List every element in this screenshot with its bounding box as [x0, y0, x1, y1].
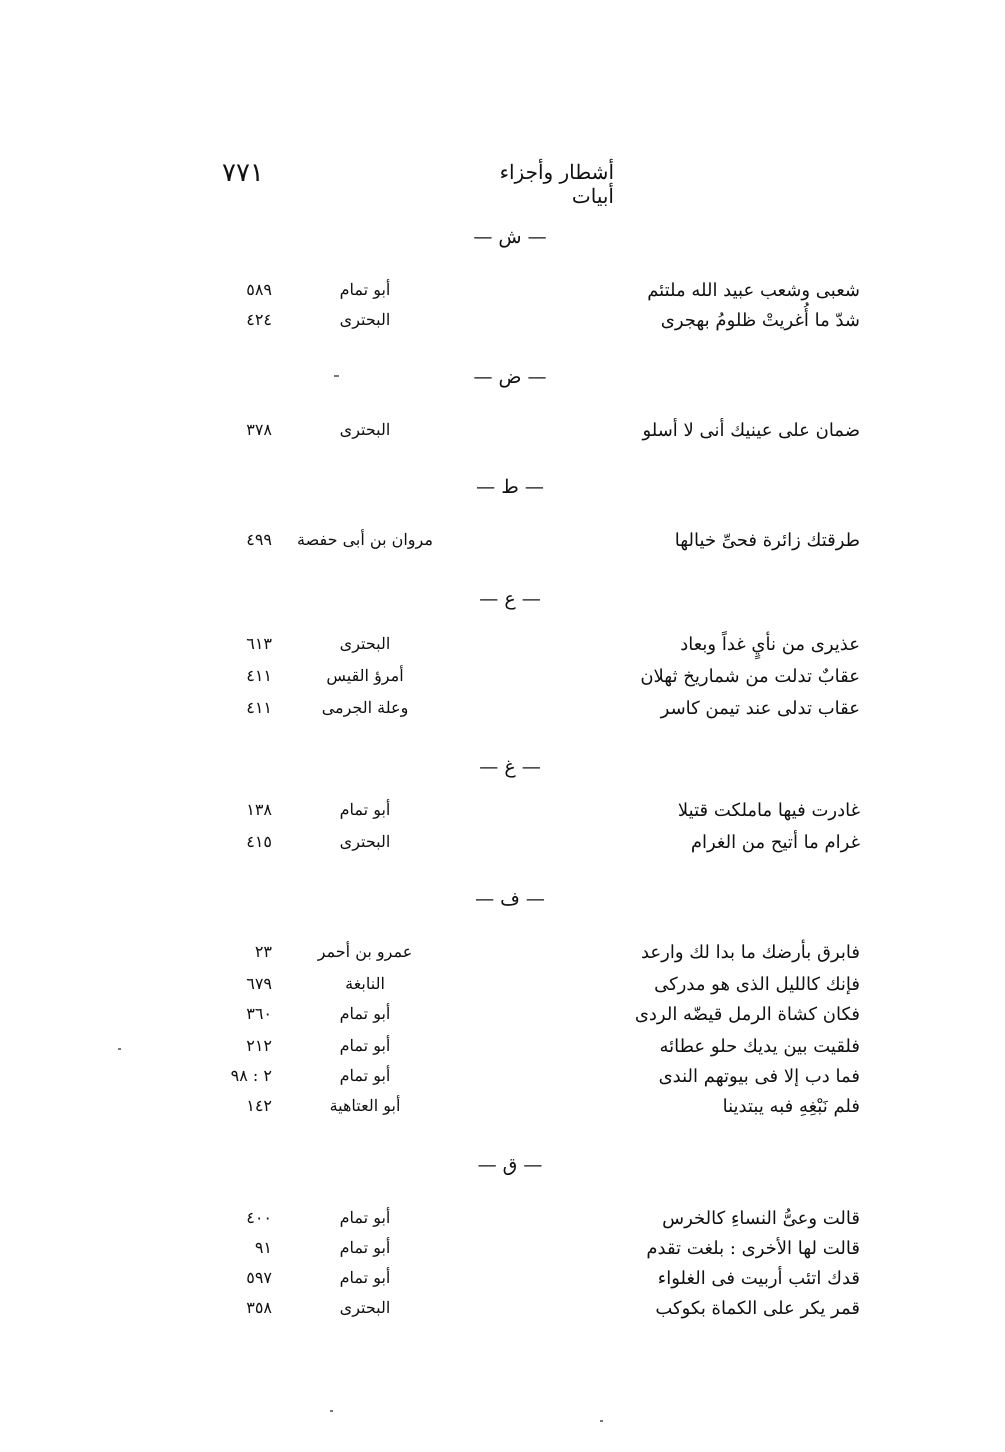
verse-entry [200, 942, 860, 970]
section-heading-dad: — ض — [473, 366, 547, 388]
verse-entry [200, 420, 860, 448]
page-reference: ٣٥٨ [246, 1298, 272, 1317]
poet-name: أبو تمام [339, 1066, 391, 1085]
scan-speck [334, 375, 339, 377]
verse-entry [200, 1268, 860, 1296]
verse-entry [200, 1036, 860, 1064]
verse-fragment: فابرق بأرضك ما بدا لك وارعد [640, 942, 860, 963]
poet-name: أبو تمام [339, 1036, 391, 1055]
running-title: أشطار وأجزاء أبيات [499, 160, 614, 208]
section-letter: ض [498, 366, 522, 388]
verse-fragment: عقابٌ تدلت من شماريخ ثهلان [640, 666, 860, 687]
poet-name: أبو تمام [339, 1238, 391, 1257]
page-reference: ٤٢٤ [246, 310, 272, 329]
section-heading-faa: — ف — [475, 888, 545, 910]
verse-fragment: شعبى وشعب عبيد الله ملتئم [647, 280, 860, 301]
scan-speck [600, 1420, 603, 1422]
page-reference: ٣٧٨ [246, 420, 272, 439]
verse-fragment: قمر يكر على الكماة بكوكب [655, 1298, 860, 1319]
page-reference: ١٣٨ [246, 800, 272, 819]
section-heading-taa: — ط — [476, 476, 544, 498]
page-reference: ٦١٣ [246, 634, 272, 653]
poet-name: البحترى [339, 634, 391, 653]
poet-name: أبو تمام [339, 800, 391, 819]
verse-entry [200, 1004, 860, 1032]
poet-name: أمرؤ القيس [326, 666, 404, 685]
section-heading-ain: — ع — [479, 588, 541, 610]
poet-name: النابغة [345, 974, 385, 993]
section-letter: ش [498, 226, 522, 248]
verse-entry [200, 698, 860, 726]
poet-name: مروان بن أبى حفصة [297, 530, 433, 549]
verse-fragment: فلم نَبْغِهِ فبه يبتدينا [722, 1096, 860, 1117]
poet-name: أبو العتاهية [329, 1096, 401, 1115]
scan-speck [118, 1048, 121, 1050]
section-letter: ع [504, 588, 516, 610]
verse-fragment: قالت لها الأخرى : بلغت تقدم [646, 1238, 860, 1259]
verse-entry [200, 974, 860, 1002]
poet-name: أبو تمام [339, 280, 391, 299]
poet-name: البحترى [339, 420, 391, 439]
page-reference: ٤١١ [246, 698, 272, 717]
verse-fragment: غرام ما أتيح من الغرام [690, 832, 860, 853]
page-reference: ٥٨٩ [246, 280, 272, 299]
verse-fragment: قدك اتئب أربيت فى الغلواء [657, 1268, 860, 1289]
verse-fragment: عقاب تدلى عند تيمن كاسر [660, 698, 860, 719]
section-letter: غ [504, 756, 516, 778]
poet-name: أبو تمام [339, 1004, 391, 1023]
verse-fragment: طرقتك زائرة فحىِّ خيالها [674, 530, 860, 551]
poet-name: البحترى [339, 832, 391, 851]
verse-fragment: قالت وعىُّ النساءِ كالخرس [662, 1208, 860, 1229]
verse-entry [200, 280, 860, 308]
verse-fragment: فإنك كالليل الذى هو مدركى [654, 974, 860, 995]
verse-entry [200, 1238, 860, 1266]
page-reference: ٢ : ٩٨ [230, 1066, 272, 1085]
verse-fragment: عذيرى من نأيٍ غداً وبعاد [680, 634, 860, 655]
verse-fragment: ضمان على عينيك أنى لا أسلو [642, 420, 860, 441]
page-reference: ٦٧٩ [246, 974, 272, 993]
poet-name: البحترى [339, 1298, 391, 1317]
page-reference: ٤١٥ [246, 832, 272, 851]
verse-entry [200, 1066, 860, 1094]
verse-entry [200, 1208, 860, 1236]
scan-speck [330, 1410, 333, 1412]
section-letter: ط [501, 476, 519, 498]
page-reference: ٤٠٠ [246, 1208, 272, 1227]
poet-name: وعلة الجرمى [321, 698, 409, 717]
poet-name: عمرو بن أحمر [317, 942, 413, 961]
page-reference: ٩١ [254, 1238, 272, 1257]
page-reference: ٢٣ [254, 942, 272, 961]
verse-entry [200, 800, 860, 828]
poet-name: أبو تمام [339, 1268, 391, 1287]
verse-entry [200, 832, 860, 860]
page-reference: ٤١١ [246, 666, 272, 685]
verse-entry [200, 530, 860, 558]
page-reference: ٢١٢ [246, 1036, 272, 1055]
verse-entry [200, 1298, 860, 1326]
poet-name: البحترى [339, 310, 391, 329]
verse-entry [200, 310, 860, 338]
section-letter: ف [500, 888, 520, 910]
section-heading-qaf: — ق — [477, 1154, 543, 1176]
verse-fragment: فما دب إلا فى بيوتهم الندى [658, 1066, 860, 1087]
section-heading-ghain: — غ — [479, 756, 541, 778]
page-reference: ١٤٢ [246, 1096, 272, 1115]
page-reference: ٤٩٩ [246, 530, 272, 549]
section-letter: ق [502, 1154, 518, 1176]
poet-name: أبو تمام [339, 1208, 391, 1227]
page-reference: ٥٩٧ [246, 1268, 272, 1287]
verse-fragment: فكان كشاة الرمل قيضّه الردى [634, 1004, 860, 1025]
verse-fragment: فلقيت بين يديك حلو عطائه [659, 1036, 860, 1057]
section-heading-sheen: — ش — [473, 226, 547, 248]
verse-entry [200, 634, 860, 662]
verse-entry [200, 666, 860, 694]
page-number: ٧٧١ [222, 158, 264, 188]
verse-entry [200, 1096, 860, 1124]
verse-fragment: شدّ ما أُغريتْ ظلومُ بهجرى [660, 310, 860, 331]
page-reference: ٣٦٠ [246, 1004, 272, 1023]
verse-fragment: غادرت فيها ماملكت قتيلا [677, 800, 860, 821]
